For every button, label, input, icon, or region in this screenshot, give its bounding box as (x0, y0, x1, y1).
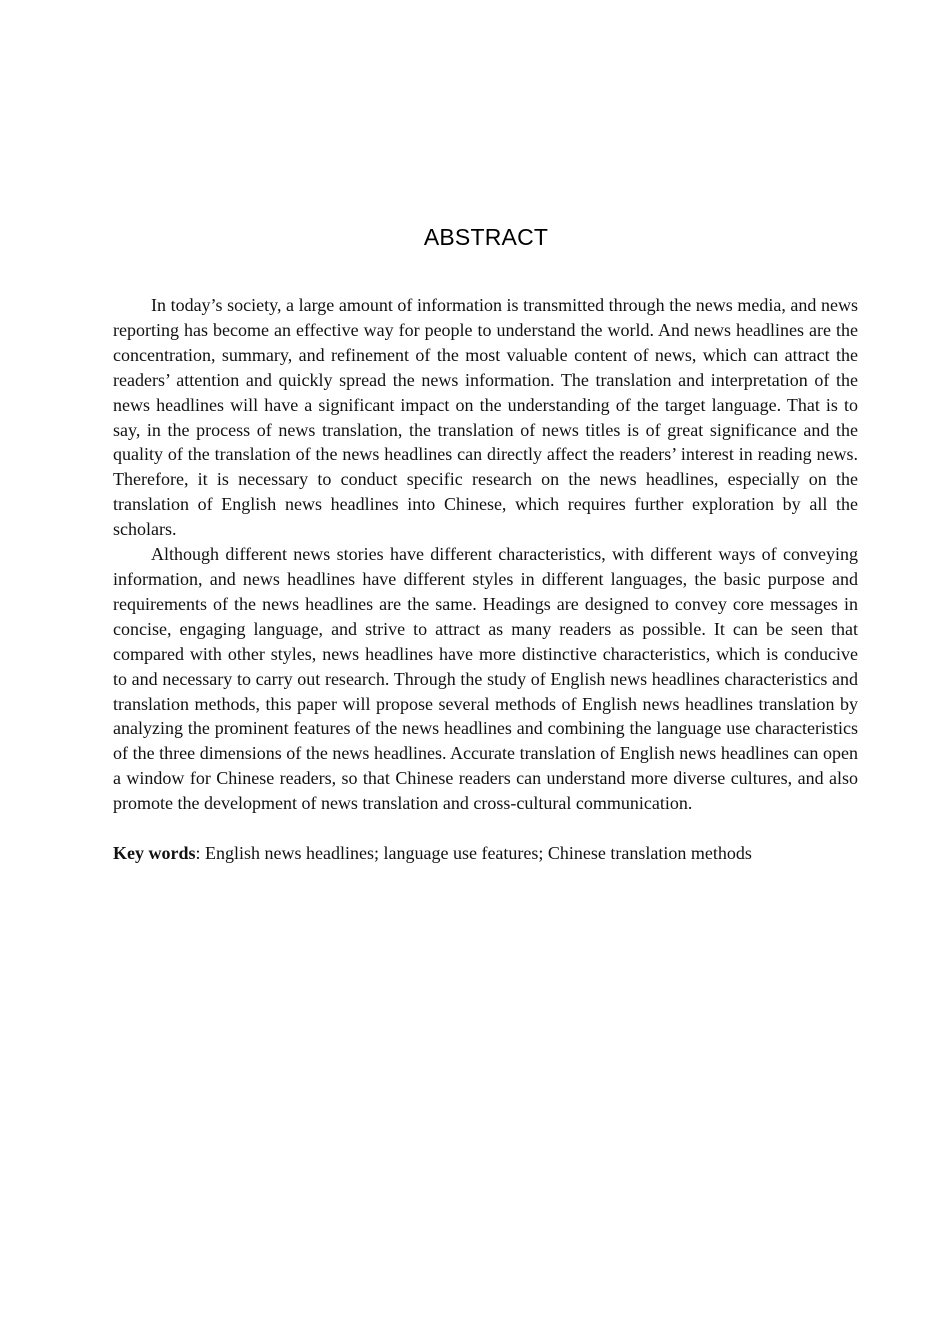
abstract-body (113, 293, 858, 866)
keywords-separator: : (195, 843, 206, 864)
abstract-paragraph-1: In today’s society, a large amount of information is transmitted through the news media, and news reporting has become an effective way for people to understand the world. And news headlines are the concentration, summary, and refinement of the most valuable content of news, which can attract the readers’ attention and quickly spread the news information. The translation and interpretation of the news headlines will have a significant impact on the understanding of the target language. That is to say, in the process of news translation, the translation of news titles is of great significance and the quality of the translation of the news headlines can directly affect the readers’ interest in reading news. Therefore, it is necessary to conduct specific research on the news headlines, especially on the translation of English news headlines into Chinese, which requires further exploration by all the scholars. (113, 295, 858, 540)
keywords-label: Key words (113, 843, 196, 864)
keywords-line (113, 841, 858, 866)
keywords-text: English news headlines; language use features; Chinese translation methods (205, 843, 752, 864)
abstract-paragraph-2: Although different news stories have different characteristics, with different ways of conveying information, and news headlines have different styles in different languages, the basic purpose and requirements of the news headlines are the same. Headings are designed to convey core messages in concise, engaging language, and strive to attract as many readers as possible. It can be seen that compared with other styles, news headlines have more distinctive characteristics, which is conducive to and necessary to carry out research. Through the study of English news headlines characteristics and translation methods, this paper will propose several methods of English news headlines translation by analyzing the prominent features of the news headlines and combining the language use characteristics of the three dimensions of the news headlines. Accurate translation of English news headlines can open a window for Chinese readers, so that Chinese readers can understand more diverse cultures, and also promote the development of news translation and cross-cultural communication. (113, 544, 858, 814)
abstract-heading: ABSTRACT (423, 224, 549, 250)
